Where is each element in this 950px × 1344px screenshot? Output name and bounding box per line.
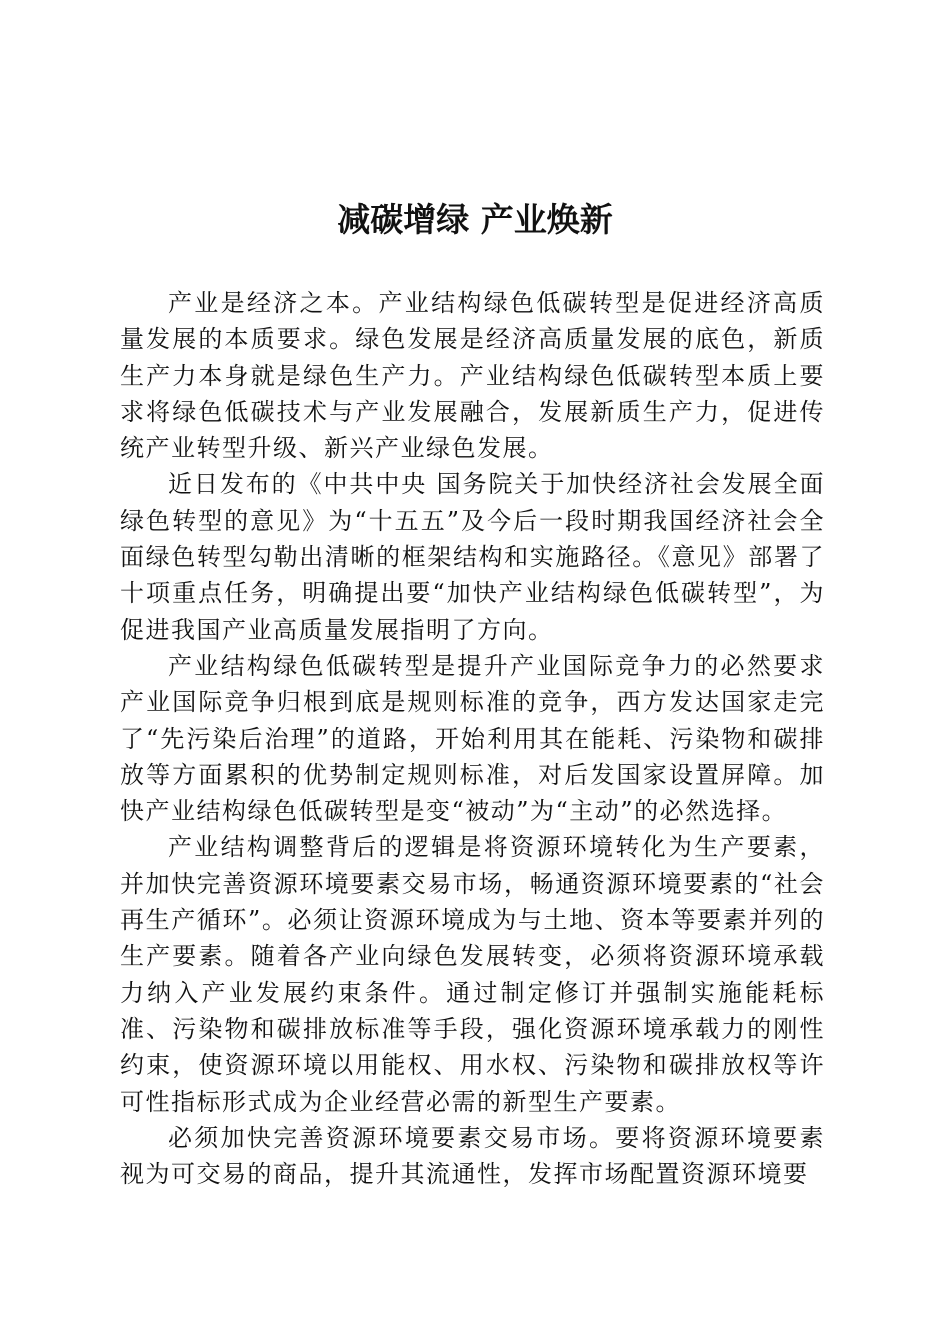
paragraph: 必须加快完善资源环境要素交易市场。要将资源环境要素视为可交易的商品，提升其流通性，发挥市场配置资源环境要 [120,1123,825,1189]
article-title: 减碳增绿 产业焕新 [337,200,613,239]
paragraph: 近日发布的《中共中央 国务院关于加快经济社会发展全面绿色转型的意见》为“十五五”及今后一段时期我国经济社会全面绿色转型勾勒出清晰的框架结构和实施路径。《意见》部署了十项重点任务，明确提出要“加快产业结构绿色低碳转型”，为促进我国产业高质量发展指明了方向。 [120,470,825,644]
paragraph: 产业结构调整背后的逻辑是将资源环境转化为生产要素，并加快完善资源环境要素交易市场，畅通资源环境要素的“社会再生产循环”。必须让资源环境成为与土地、资本等要素并列的生产要素。随着各产业向绿色发展转变，必须将资源环境承载力纳入产业发展约束条件。通过制定修订并强制实施能耗标准、污染物和碳排放标准等手段，强化资源环境承载力的刚性约束，使资源环境以用能权、用水权、污染物和碳排放权等许可性指标形式成为企业经营必需的新型生产要素。 [120,833,825,1116]
paragraph: 产业结构绿色低碳转型是提升产业国际竞争力的必然要求产业国际竞争归根到底是规则标准的竞争，西方发达国家走完了“先污染后治理”的道路，开始利用其在能耗、污染物和碳排放等方面累积的优势制定规则标准，对后发国家设置屏障。加快产业结构绿色低碳转型是变“被动”为“主动”的必然选择。 [120,651,825,826]
paragraph: 产业是经济之本。产业结构绿色低碳转型是促进经济高质量发展的本质要求。绿色发展是经济高质量发展的底色，新质生产力本身就是绿色生产力。产业结构绿色低碳转型本质上要求将绿色低碳技术与产业发展融合，发展新质生产力，促进传统产业转型升级、新兴产业绿色发展。 [120,289,825,463]
article-body [120,285,825,1192]
